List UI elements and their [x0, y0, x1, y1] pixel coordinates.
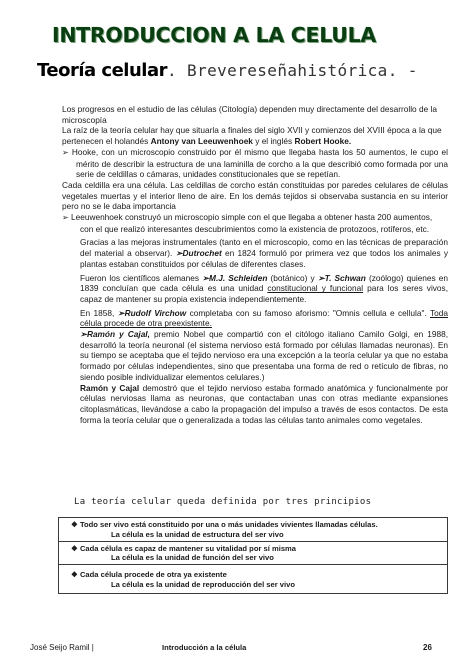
principle-row: ❖ Cada célula procede de otra ya existente La célula es la unidad de reproducción del ser vivo: [58, 565, 448, 594]
diamond-bullet-icon: ❖: [71, 520, 78, 529]
paragraph-4: con el que realizó interesantes descubrimientos como la existencia de protozoos, rotíferos, etc.: [80, 223, 430, 234]
diamond-bullet-icon: ❖: [71, 570, 78, 580]
paragraph-2: La raíz de la teoría celular hay que situarla a finales del siglo XVII y comienzos del XVIII época a la que pertenecen el holandés Antony van Leeuwenhoek y el inglés Robert Hooke.: [62, 125, 442, 147]
paragraph-7: En 1858, ➢Rudolf Virchow completaba con su famoso aforismo: "Omnis cellula e cellula". Toda célula procede de otra preexistente.: [80, 307, 448, 329]
bullet-hooke: ➢ Hooke, con un microscopio construido por él mismo que llegaba hasta los 50 aumentos, le cupo el mérito de describir la estructura de una laminilla de corcho a la que describió como formada por una serie de celdillas o cámaras, unidades constitucionales que se repetían.: [62, 146, 448, 180]
paragraph-9: Ramón y Cajal demostró que el tejido nervioso estaba formado anatómica y funcionalmente por células nerviosas llama as neuronas, que contactaban unas con otras mediante expansiones citoplasmáticas, llevándose a cabo la propagación del impulso a través de esos contactos. De esta forma la teoría celular que o generalizada a todas las células tanto animales como vegetales.: [80, 382, 448, 425]
footer-title: Introducción a la célula: [162, 643, 247, 652]
principles-intro: La teoría celular queda definida por tres principios: [74, 497, 372, 507]
subtitle-main: Teoría celular: [37, 60, 167, 81]
page-title: INTRODUCCION A LA CELULA: [52, 23, 376, 47]
page-number: 26: [423, 643, 432, 652]
principle-row: ❖ Todo ser vivo está constituido por una o más unidades vivientes llamadas células. La célula es la unidad de estructura del ser vivo: [58, 517, 448, 542]
paragraph-6: Fueron los científicos alemanes ➢M.J. Schleiden (botánico) y ➢T. Schwan (zoólogo) quienes en 1839 concluían que cada célula es una unidad constitucional y funcional para los seres vivos, capaz de mantener su propia existencia independientemente.: [80, 272, 448, 304]
principle-row: ❖ Cada célula es capaz de mantener su vitalidad por sí misma La célula es la unidad de función del ser vivo: [58, 542, 448, 566]
bullet-leeuwenhoek: ➢ Leeuwenhoek construyó un microscopio simple con el que llegaba a obtener hasta 200 aumentos,: [62, 212, 433, 223]
paragraph-5: Gracias a las mejoras instrumentales (tanto en el microscopio, como en las técnicas de preparación del material a observar). ➢Dutrochet en 1824 formuló por primera vez que todos los animales y plantas estaban constituidos por células de diferentes clases.: [80, 237, 449, 269]
subtitle-rest: . Brevereseñahistórica. -: [166, 61, 418, 80]
arrow-bullet-icon: ➢: [62, 147, 69, 157]
paragraph-3: Cada celdilla era una célula. Las celdillas de corcho están constituidas por paredes celulares de células vegetales muertas y el interior lleno de aire. En los demás tejidos si observaba sustancia en su interior pero no se le daba importancia: [62, 179, 448, 212]
footer-author: José Seijo Ramil |: [30, 643, 94, 652]
diamond-bullet-icon: ❖: [71, 543, 78, 553]
paragraph-8: ➢Ramón y Cajal, premio Nobel que compartió con el citólogo italiano Camilo Golgi, en 1988, desarrolló la teoría neuronal (el sistema nervioso está formado por células llamadas neuronas). En su tiempo se aceptaba que el tejido nervioso era una excepción a la teoría celular ya que no estaba formado por células independientes, sino que presentaba una forma de red o retículo de fibras, no siendo posible individualizar elementos celulares.): [80, 329, 448, 382]
subtitle: [37, 60, 418, 81]
arrow-bullet-icon: ➢: [62, 213, 69, 223]
paragraph-1: Los progresos en el estudio de las células (Citología) dependen muy directamente del desarrollo de la microscopía: [62, 104, 437, 125]
body-text: [62, 104, 448, 425]
principles-box: [58, 517, 448, 594]
